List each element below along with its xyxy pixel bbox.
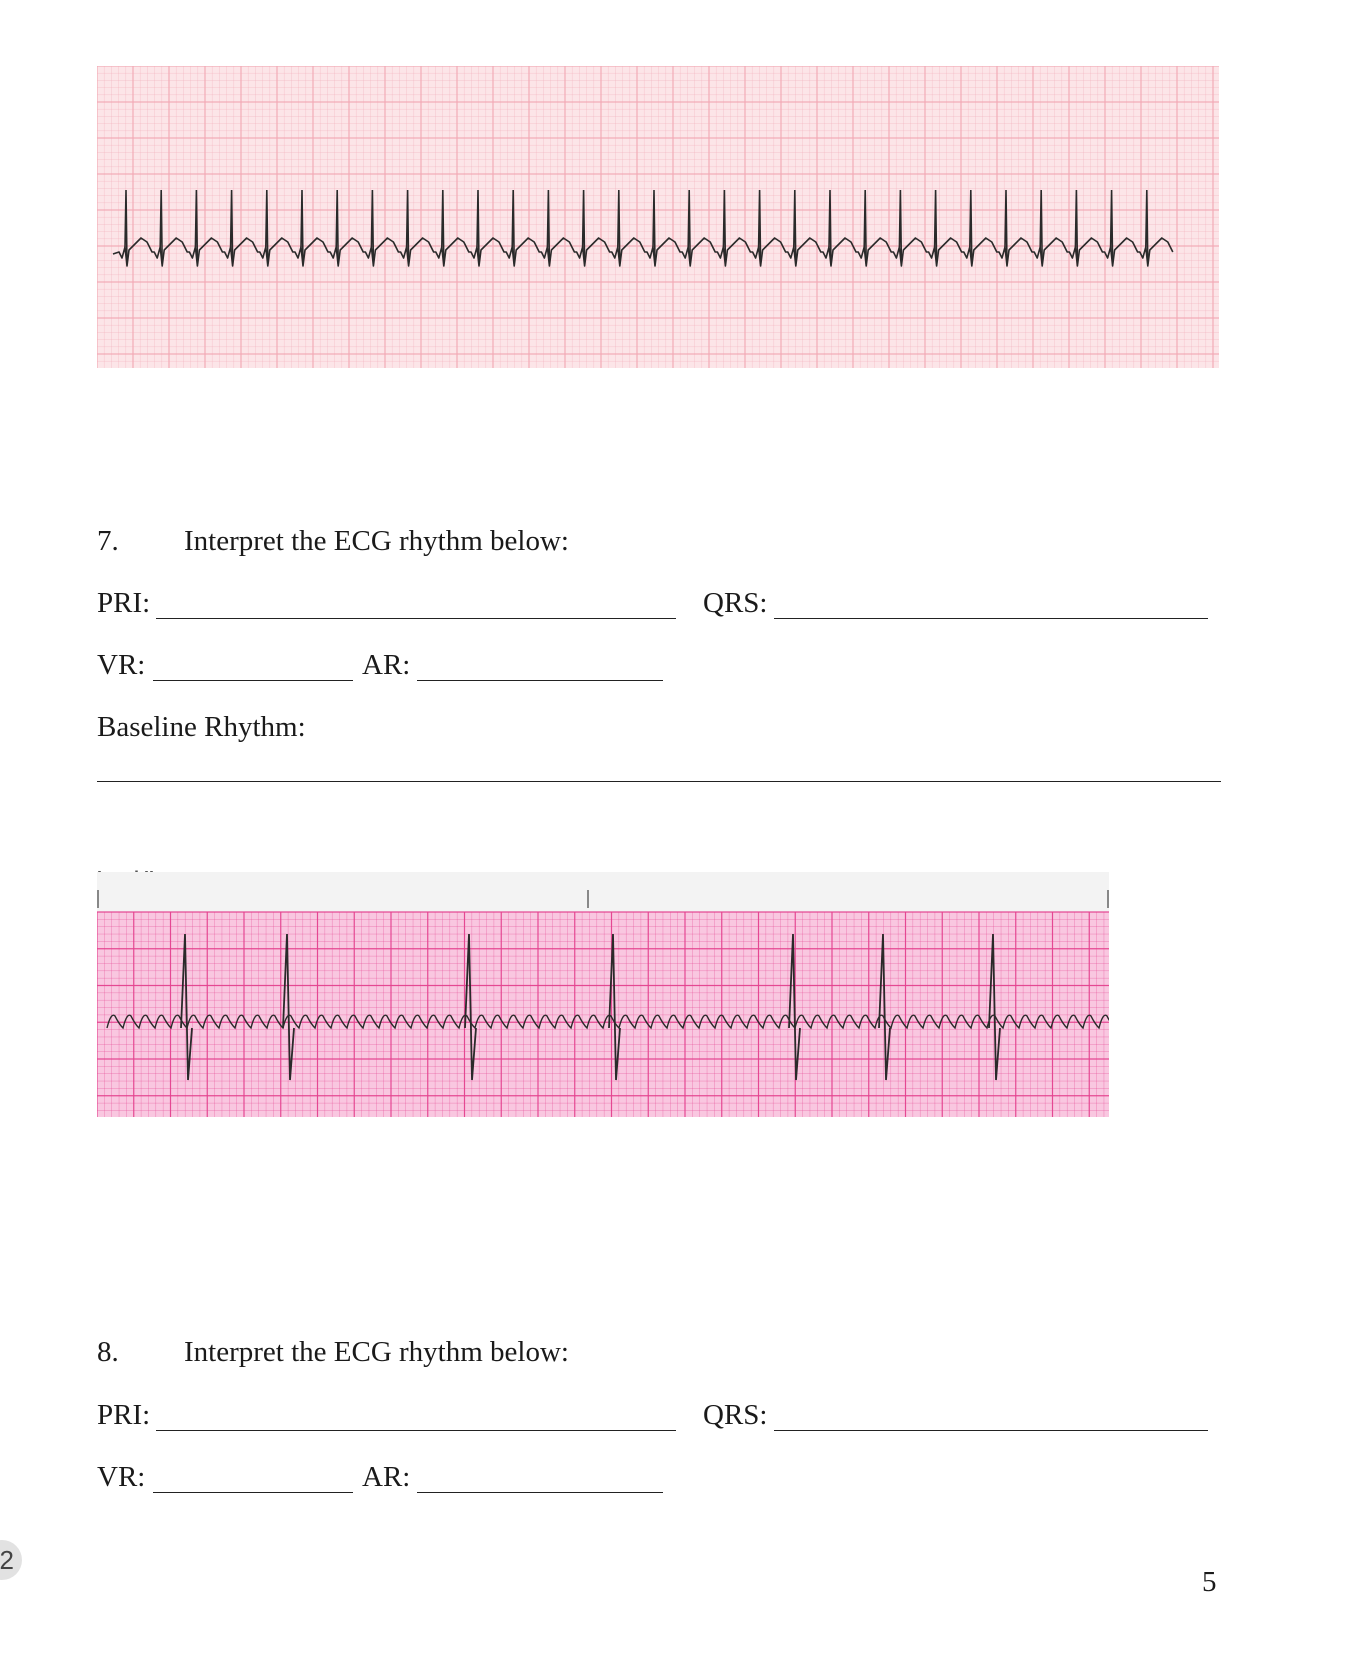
q8-vr-answer-line[interactable] [153, 1492, 353, 1493]
q8-pri-label: PRI: [97, 1399, 151, 1431]
q7-ar-label: AR: [362, 649, 411, 681]
ecg-strip-2 [97, 872, 1109, 1120]
ecg-strip-1-svg [97, 66, 1219, 368]
ecg-strip-2-svg [97, 872, 1109, 1120]
q8-vr-label: VR: [97, 1461, 146, 1493]
q8-pri-answer-line[interactable] [156, 1430, 676, 1431]
q7-qrs-label: QRS: [703, 587, 768, 619]
question-7-prompt: Interpret the ECG rhythm below: [184, 525, 569, 557]
q8-ar-answer-line[interactable] [417, 1492, 663, 1493]
ecg-paper [97, 912, 1109, 1117]
q7-vr-label: VR: [97, 649, 146, 681]
side-page-tab[interactable]: 2 [0, 1540, 22, 1580]
q7-qrs-answer-line[interactable] [774, 618, 1208, 619]
question-8-prompt: Interpret the ECG rhythm below: [184, 1336, 569, 1368]
q8-qrs-label: QRS: [703, 1399, 768, 1431]
ecg-header-bar [97, 872, 1109, 912]
question-8-number: 8. [97, 1336, 119, 1368]
q7-ar-answer-line[interactable] [417, 680, 663, 681]
q7-pri-answer-line[interactable] [156, 618, 676, 619]
q7-pri-label: PRI: [97, 587, 151, 619]
q8-ar-label: AR: [362, 1461, 411, 1493]
q7-baseline-answer-line[interactable] [97, 781, 1221, 782]
q7-baseline-label: Baseline Rhythm: [97, 711, 306, 743]
q8-qrs-answer-line[interactable] [774, 1430, 1208, 1431]
ecg-strip-1 [97, 66, 1219, 368]
page-number: 5 [1202, 1566, 1217, 1598]
q7-vr-answer-line[interactable] [153, 680, 353, 681]
question-7-number: 7. [97, 525, 119, 557]
